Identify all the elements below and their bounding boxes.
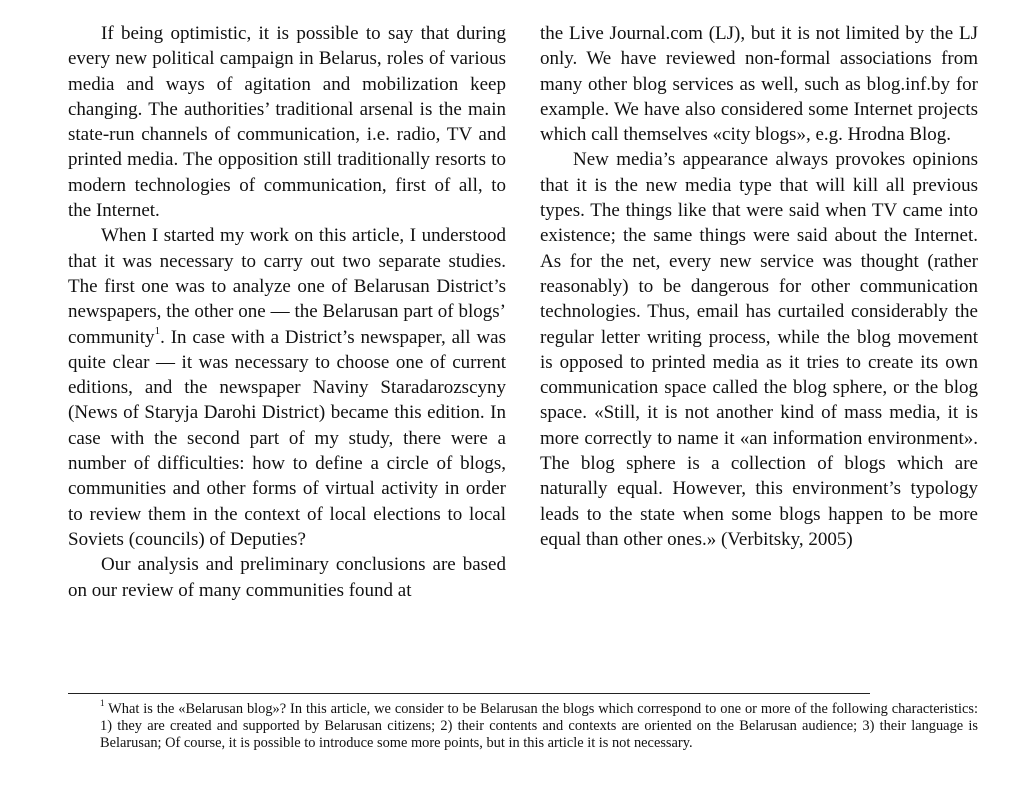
- paragraph: If being optimistic, it is possible to say that during every new political campaign in Belarus, roles of various media and ways of agitation and mobilization keep changing. The authorities’ traditional arsenal is the main state-run channels of communication, i.e. radio, TV and printed media. The opposition still traditionally resorts to modern technologies of communication, first of all, to the Internet.: [68, 23, 506, 222]
- footnote-reference[interactable]: 1: [154, 325, 161, 338]
- paragraph-text: When I started my work on this article, I understood that it was necessary to carry out two separate studies. The first one was to analyze one of Belarusan District’s newspapers, the other one — the Belarusan part of blogs’ community: [68, 225, 506, 348]
- footnote-mark: 1: [100, 698, 105, 709]
- footnote-text: What is the «Belarusan blog»? In this article, we consider to be Belarusan the blogs which correspond to one or more of the following characteristics: 1) they are created and supported by Belarusan citizens; 2) their contents and contexts are oriented on the Belarusan audience; 3) their language is Belarusan; Of course, it is possible to introduce some more points, but in this article it is not necessary.: [100, 701, 978, 752]
- paragraph: New media’s appearance always provokes opinions that it is the new media type that will kill all previous types. The things like that were said when TV came into existence; the same things were said about the Internet. As for the net, every new service was thought (rather reasonably) to be dangerous for other communication technologies. Thus, email has curtailed considerably the regular letter writing process, while the blog movement is opposed to printed media as it tries to create its own communication space called the blog sphere, or the blog space. «Still, it is not another kind of mass media, it is more correctly to name it «an information environment». The blog sphere is a collection of blogs which are naturally equal. However, this environment’s typology leads to the state when some blogs happen to be more equal than other ones.» (Verbitsky, 2005): [540, 149, 978, 550]
- paragraph: [68, 223, 506, 552]
- footnote: [100, 698, 978, 753]
- paragraph-text: . In case with a District’s newspaper, all was quite clear — it was necessary to choose one of current editions, and the newspaper Naviny Staradarozscyny (News of Staryja Darohi District) became this edition. In case with the second part of my study, there were a number of difficulties: how to define a circle of blogs, communities and other forms of virtual activity in order to review them in the context of local elections to local Soviets (councils) of Deputies?: [68, 326, 506, 550]
- footnote-separator: [68, 693, 870, 694]
- paragraph: the Live Journal.com (LJ), but it is not limited by the LJ only. We have reviewed non-formal associations from many other blog services as well, such as blog.inf.by for example. We have also considered some Internet projects which call themselves «city blogs», e.g. Hrodna Blog.: [540, 23, 978, 146]
- right-column: [540, 21, 978, 552]
- left-column: [68, 21, 506, 603]
- paragraph: Our analysis and preliminary conclusions are based on our review of many communities found at: [68, 554, 506, 601]
